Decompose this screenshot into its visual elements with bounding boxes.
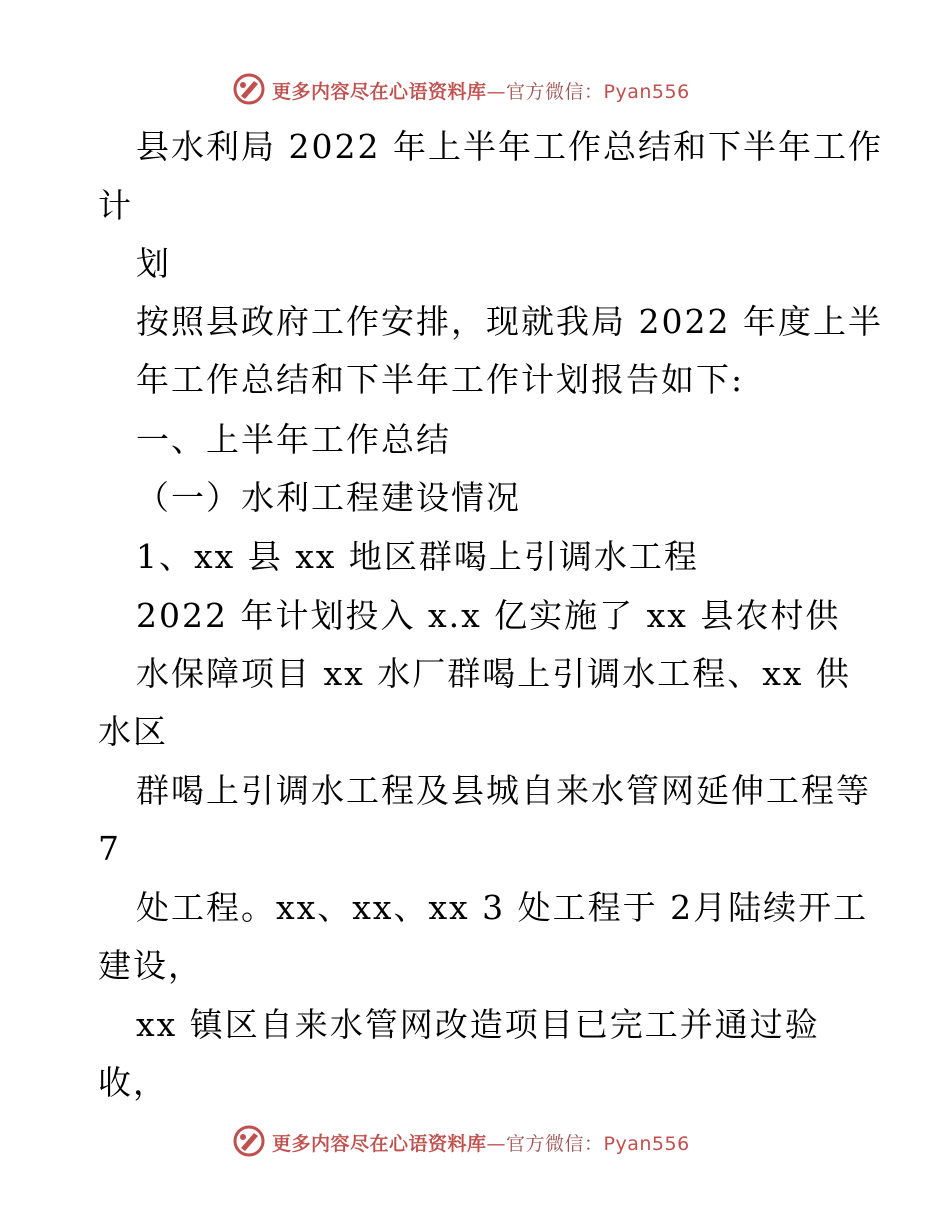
doc-subsection-heading: （一）水利工程建设情况 [136, 478, 521, 517]
logo-icon [232, 1124, 266, 1158]
doc-paragraph-line: 水保障项目 xx 水厂群喝上引调水工程、xx 供 [136, 654, 851, 693]
doc-paragraph-line: 水区 [98, 712, 168, 751]
doc-paragraph-line: xx 镇区自来水管网改造项目已完工并通过验 [136, 1005, 820, 1044]
doc-paragraph-line: 按照县政府工作安排，现就我局 2022 年度上半 [136, 302, 883, 341]
doc-section-heading: 一、上半年工作总结 [136, 420, 451, 459]
doc-title-line-1: 县水利局 2022 年上半年工作总结和下半年工作 [136, 127, 883, 166]
footer-banner [0, 1122, 950, 1162]
banner-sub-text: 官方微信： [506, 81, 604, 103]
banner-wechat-id: Pyan556 [603, 1133, 690, 1155]
doc-paragraph-line: 7 [98, 829, 121, 868]
banner-dash: — [486, 1133, 507, 1155]
banner-main-text: 更多内容尽在心语资料库 [272, 1133, 487, 1155]
doc-paragraph-line: 收， [98, 1063, 168, 1102]
doc-paragraph-line: 年工作总结和下半年工作计划报告如下: [136, 360, 745, 399]
banner-sub-text: 官方微信： [506, 1133, 604, 1155]
banner-text [272, 1129, 690, 1156]
banner-text [272, 77, 690, 104]
banner-main-text: 更多内容尽在心语资料库 [272, 81, 487, 103]
doc-paragraph-line: 2022 年计划投入 x.x 亿实施了 xx 县农村供 [136, 596, 841, 635]
doc-paragraph-line: 群喝上引调水工程及县城自来水管网延伸工程等 [136, 771, 871, 810]
doc-item-heading: 1、xx 县 xx 地区群喝上引调水工程 [136, 537, 699, 576]
doc-title-line-2: 计 [98, 186, 133, 225]
banner-dash: — [486, 81, 507, 103]
logo-icon [232, 72, 266, 106]
banner-wechat-id: Pyan556 [603, 81, 690, 103]
doc-paragraph-line: 处工程。xx、xx、xx 3 处工程于 2月陆续开工 [136, 888, 869, 927]
doc-paragraph-line: 建设， [98, 946, 203, 985]
header-banner [0, 70, 950, 110]
doc-title-line-3: 划 [136, 244, 171, 283]
